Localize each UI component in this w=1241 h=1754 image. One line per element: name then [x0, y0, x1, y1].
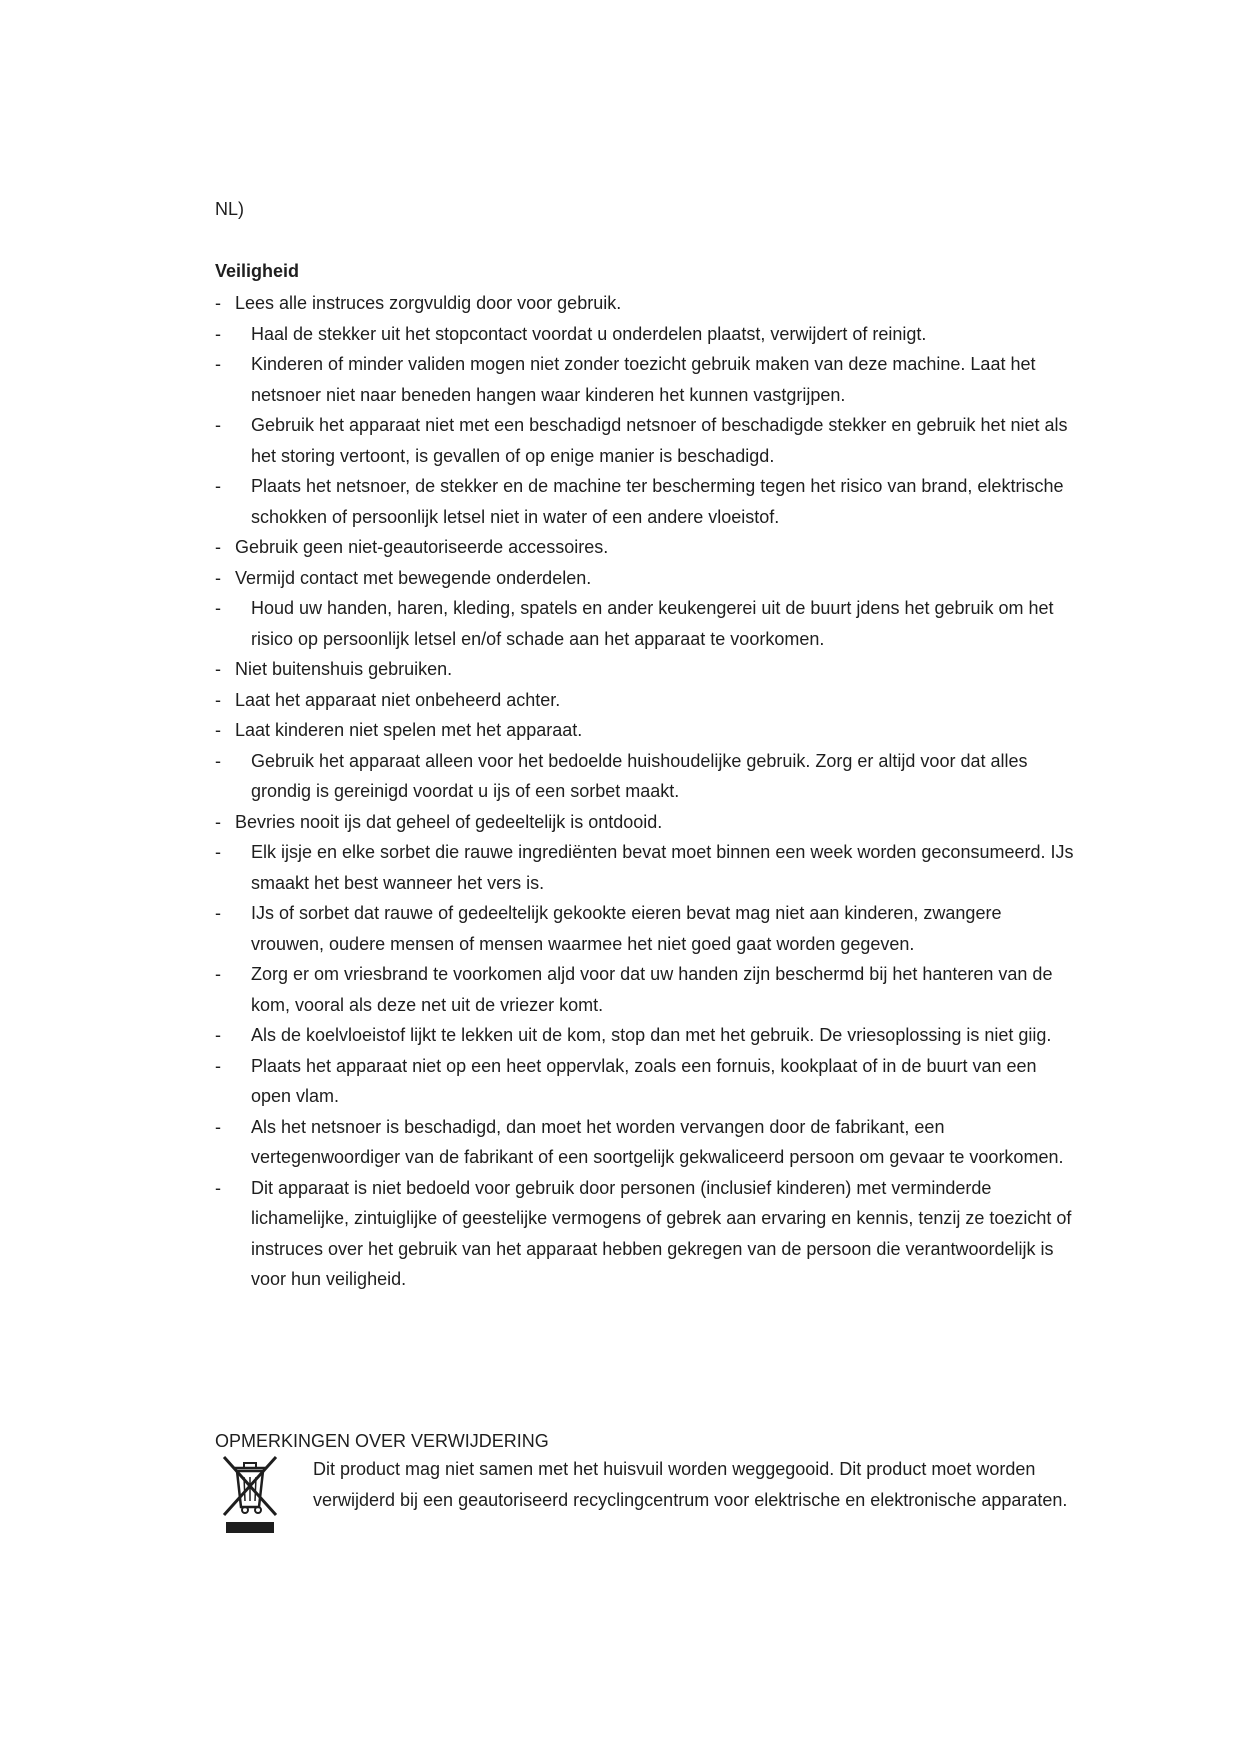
crossed-out-wheelie-bin-icon [222, 1455, 278, 1535]
safety-item-text: Plaats het apparaat niet op een heet oppervlak, zoals een fornuis, kookplaat of in de buurt van een open vlam. [251, 1055, 1037, 1106]
safety-item [215, 532, 1075, 563]
safety-item-text: Dit apparaat is niet bedoeld voor gebruik door personen (inclusief kinderen) met verminderde lichamelijke, zintuiglijke of geestelijke vermogens of gebrek aan ervaring en kennis, tenzij ze toezicht of instruces over het gebruik van het apparaat hebben gekregen van de persoon die verantwoordelijk is voor hun veiligheid. [251, 1177, 1072, 1289]
safety-item [215, 563, 1075, 594]
safety-item [215, 349, 1075, 410]
safety-item-text: Lees alle instruces zorgvuldig door voor gebruik. [235, 293, 622, 313]
bullet-dash: - [215, 1055, 221, 1076]
safety-item [215, 593, 1075, 654]
safety-item [215, 1020, 1075, 1051]
bullet-dash: - [215, 354, 221, 374]
safety-item-text: Gebruik het apparaat alleen voor het bedoelde huishoudelijke gebruik. Zorg er altijd voor dat alles grondig is gereinigd voordat u ijs of een sorbet maakt. [251, 750, 1028, 801]
safety-item [215, 319, 1075, 350]
safety-item [215, 959, 1075, 1020]
safety-item-text: Als de koelvloeistof lijkt te lekken uit de kom, stop dan met het gebruik. De vriesoplossing is niet giig. [251, 1025, 1052, 1045]
safety-item-text: IJs of sorbet dat rauwe of gedeeltelijk gekookte eieren bevat mag niet aan kinderen, zwangere vrouwen, oudere mensen of mensen waarmee het niet goed gaat worden gegeven. [251, 903, 1002, 954]
safety-item-text: Laat kinderen niet spelen met het apparaat. [235, 720, 583, 740]
bullet-dash: - [215, 323, 221, 344]
safety-item [215, 685, 1075, 716]
safety-item-text: Houd uw handen, haren, kleding, spatels en ander keukengerei uit de buurt jdens het gebruik om het risico op persoonlijk letsel en/of schade aan het apparaat te voorkomen. [251, 598, 1054, 649]
safety-item [215, 288, 1075, 319]
safety-item [215, 654, 1075, 685]
bullet-dash: - [215, 842, 221, 862]
safety-item-text: Plaats het netsnoer, de stekker en de machine ter bescherming tegen het risico van brand, elektrische schokken of persoonlijk letsel niet in water of een andere vloeistof. [251, 476, 1064, 527]
bullet-dash: - [215, 598, 221, 618]
safety-item-text: Bevries nooit ijs dat geheel of gedeeltelijk is ontdooid. [235, 811, 663, 832]
safety-item [215, 898, 1075, 959]
bullet-dash: - [215, 476, 221, 496]
safety-item [215, 807, 1075, 838]
disposal-text: Dit product mag niet samen met het huisvuil worden weggegooid. Dit product moet worden verwijderd bij een geautoriseerd recyclingcentrum voor elektrische en elektronische apparaten. [313, 1459, 1068, 1510]
bullet-dash: - [215, 689, 221, 710]
bullet-dash: - [215, 1116, 221, 1137]
safety-item-text: Zorg er om vriesbrand te voorkomen aljd voor dat uw handen zijn beschermd bij het hanteren van de kom, vooral als deze net uit de vriezer komt. [251, 964, 1053, 1015]
safety-item-text: Haal de stekker uit het stopcontact voordat u onderdelen plaatst, verwijdert of reinigt. [251, 323, 927, 344]
safety-item-text: Niet buitenshuis gebruiken. [235, 659, 453, 679]
bullet-dash: - [215, 293, 221, 313]
safety-item-text: Kinderen of minder validen mogen niet zonder toezicht gebruik maken van deze machine. Laat het netsnoer niet naar beneden hangen waar kinderen het kunnen vastgrijpen. [251, 354, 1036, 405]
safety-item-text: Gebruik geen niet-geautoriseerde accessoires. [235, 537, 609, 557]
bullet-dash: - [215, 720, 221, 740]
bullet-dash: - [215, 567, 221, 588]
language-marker: NL) [215, 199, 245, 219]
bullet-dash: - [215, 811, 221, 832]
bullet-dash: - [215, 903, 221, 923]
safety-title: Veiligheid [215, 261, 300, 281]
safety-list [215, 288, 1075, 1295]
safety-item [215, 1051, 1075, 1112]
safety-item [215, 715, 1075, 746]
bullet-dash: - [215, 964, 221, 984]
safety-item [215, 471, 1075, 532]
safety-item-text: Laat het apparaat niet onbeheerd achter. [235, 689, 561, 710]
bullet-dash: - [215, 659, 221, 679]
safety-item-text: Als het netsnoer is beschadigd, dan moet het worden vervangen door de fabrikant, een vertegenwoordiger van de fabrikant of een soortgelijk gekwaliceerd persoon om gevaar te voorkomen. [251, 1116, 1064, 1167]
safety-item [215, 410, 1075, 471]
bullet-dash: - [215, 537, 221, 557]
bullet-dash: - [215, 1025, 221, 1045]
safety-item [215, 1173, 1075, 1295]
safety-item [215, 837, 1075, 898]
bullet-dash: - [215, 1177, 221, 1198]
disposal-title: OPMERKINGEN OVER VERWIJDERING [215, 1431, 549, 1451]
safety-item-text: Elk ijsje en elke sorbet die rauwe ingrediënten bevat moet binnen een week worden geconsumeerd. IJs smaakt het best wanneer het vers is. [251, 842, 1074, 893]
safety-item [215, 1112, 1075, 1173]
bullet-dash: - [215, 750, 221, 771]
safety-item [215, 746, 1075, 807]
safety-item-text: Gebruik het apparaat niet met een beschadigd netsnoer of beschadigde stekker en gebruik het niet als het storing vertoont, is gevallen of op enige manier is beschadigd. [251, 415, 1068, 466]
safety-item-text: Vermijd contact met bewegende onderdelen. [235, 567, 592, 588]
bullet-dash: - [215, 415, 221, 435]
